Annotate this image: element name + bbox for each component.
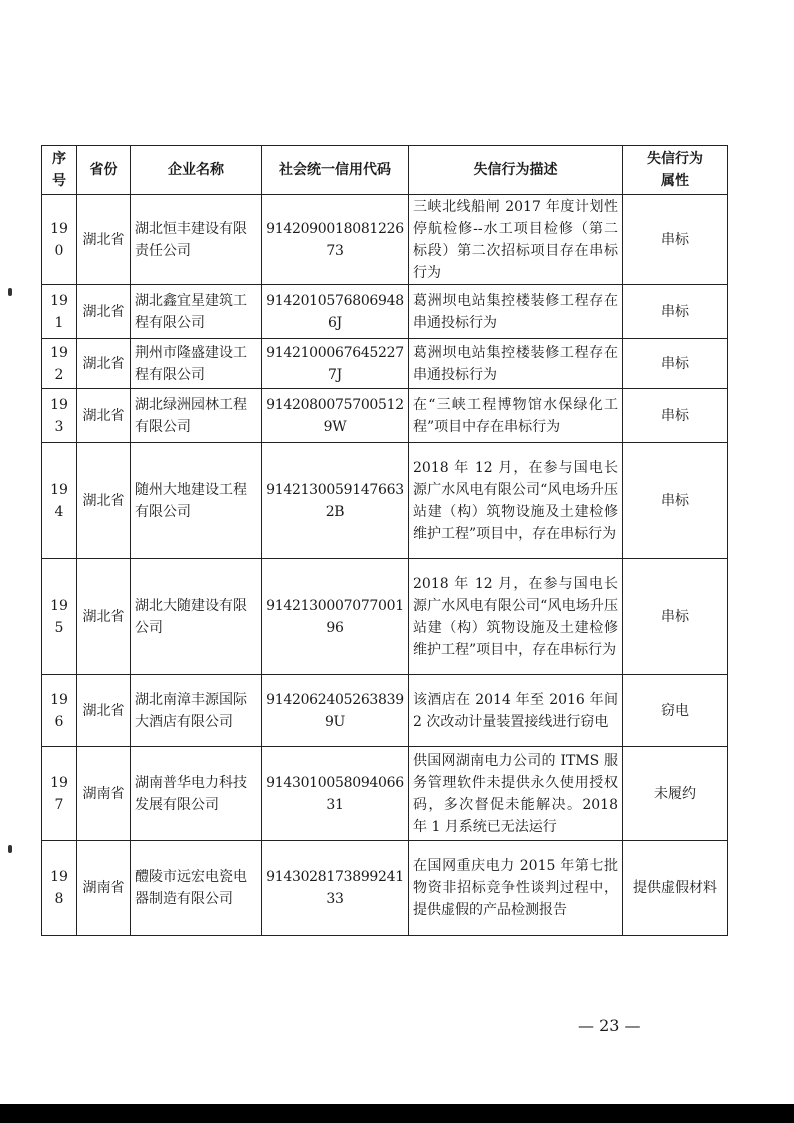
row-attribute: 窃电 bbox=[623, 675, 728, 747]
row-index: 191 bbox=[42, 285, 77, 339]
header-credit-code: 社会统一信用代码 bbox=[262, 146, 409, 195]
row-attribute: 串标 bbox=[623, 443, 728, 559]
row-company: 湖北鑫宜星建筑工程有限公司 bbox=[131, 285, 262, 339]
row-index: 197 bbox=[42, 747, 77, 841]
row-company: 湖北南漳丰源国际大酒店有限公司 bbox=[131, 675, 262, 747]
row-credit-code: 914213000707700196 bbox=[262, 559, 409, 675]
row-company: 湖南普华电力科技发展有限公司 bbox=[131, 747, 262, 841]
row-company: 湖北绿洲园林工程有限公司 bbox=[131, 389, 262, 443]
header-province: 省份 bbox=[77, 146, 131, 195]
row-index: 195 bbox=[42, 559, 77, 675]
row-index: 193 bbox=[42, 389, 77, 443]
row-index: 198 bbox=[42, 841, 77, 936]
table-header-row bbox=[42, 146, 728, 195]
row-credit-code: 914209001808122673 bbox=[262, 195, 409, 285]
row-attribute: 串标 bbox=[623, 339, 728, 389]
row-credit-code: 91420800757005129W bbox=[262, 389, 409, 443]
row-description: 在“三峡工程博物馆水保绿化工程”项目中存在串标行为 bbox=[409, 389, 623, 443]
page-number: — 23 — bbox=[578, 1016, 641, 1035]
credit-table bbox=[41, 145, 728, 936]
header-company: 企业名称 bbox=[131, 146, 262, 195]
row-company: 湖北恒丰建设有限责任公司 bbox=[131, 195, 262, 285]
header-index: 序 号 bbox=[42, 146, 77, 195]
row-description: 三峡北线船闸 2017 年度计划性停航检修--水工项目检修（第二标段）第二次招标项目存在串标行为 bbox=[409, 195, 623, 285]
row-description: 2018 年 12 月，在参与国电长源广水风电有限公司“风电场升压站建（构）筑物设施及土建检修维护工程”项目中，存在串标行为 bbox=[409, 443, 623, 559]
row-attribute: 串标 bbox=[623, 389, 728, 443]
row-province: 湖北省 bbox=[77, 285, 131, 339]
row-credit-code: 914302817389924133 bbox=[262, 841, 409, 936]
row-index: 194 bbox=[42, 443, 77, 559]
row-attribute: 串标 bbox=[623, 559, 728, 675]
row-index: 192 bbox=[42, 339, 77, 389]
table-row bbox=[42, 675, 728, 747]
binding-mark bbox=[8, 288, 12, 296]
binding-mark bbox=[8, 845, 12, 853]
row-description: 供国网湖南电力公司的 ITMS 服务管理软件未提供永久使用授权码，多次督促未能解决。2018 年 1 月系统已无法运行 bbox=[409, 747, 623, 841]
table-row bbox=[42, 841, 728, 936]
row-description: 在国网重庆电力 2015 年第七批物资非招标竞争性谈判过程中，提供虚假的产品检测报告 bbox=[409, 841, 623, 936]
row-attribute: 提供虚假材料 bbox=[623, 841, 728, 936]
row-attribute: 串标 bbox=[623, 285, 728, 339]
row-province: 湖北省 bbox=[77, 339, 131, 389]
row-company: 湖北大随建设有限公司 bbox=[131, 559, 262, 675]
row-index: 190 bbox=[42, 195, 77, 285]
header-attribute: 失信行为 属性 bbox=[623, 146, 728, 195]
row-credit-code: 914301005809406631 bbox=[262, 747, 409, 841]
row-description: 葛洲坝电站集控楼装修工程存在串通投标行为 bbox=[409, 339, 623, 389]
table-row bbox=[42, 559, 728, 675]
table-row bbox=[42, 443, 728, 559]
row-province: 湖北省 bbox=[77, 559, 131, 675]
row-province: 湖北省 bbox=[77, 389, 131, 443]
row-credit-code: 91420624052638399U bbox=[262, 675, 409, 747]
row-province: 湖北省 bbox=[77, 443, 131, 559]
row-credit-code: 91421300591476632B bbox=[262, 443, 409, 559]
row-province: 湖南省 bbox=[77, 841, 131, 936]
table-row bbox=[42, 285, 728, 339]
row-company: 随州大地建设工程有限公司 bbox=[131, 443, 262, 559]
header-description: 失信行为描述 bbox=[409, 146, 623, 195]
row-index: 196 bbox=[42, 675, 77, 747]
row-description: 2018 年 12 月，在参与国电长源广水风电有限公司“风电场升压站建（构）筑物设施及土建检修维护工程”项目中，存在串标行为 bbox=[409, 559, 623, 675]
row-description: 该酒店在 2014 年至 2016 年间 2 次改动计量装置接线进行窃电 bbox=[409, 675, 623, 747]
row-company: 醴陵市远宏电瓷电器制造有限公司 bbox=[131, 841, 262, 936]
row-attribute: 串标 bbox=[623, 195, 728, 285]
row-description: 葛洲坝电站集控楼装修工程存在串通投标行为 bbox=[409, 285, 623, 339]
row-credit-code: 91420105768069486J bbox=[262, 285, 409, 339]
table-row bbox=[42, 389, 728, 443]
table-row bbox=[42, 339, 728, 389]
row-province: 湖北省 bbox=[77, 675, 131, 747]
scan-edge-bar bbox=[0, 1104, 794, 1123]
row-attribute: 未履约 bbox=[623, 747, 728, 841]
table-row bbox=[42, 747, 728, 841]
row-credit-code: 91421000676452277J bbox=[262, 339, 409, 389]
row-province: 湖南省 bbox=[77, 747, 131, 841]
row-province: 湖北省 bbox=[77, 195, 131, 285]
table-row bbox=[42, 195, 728, 285]
row-company: 荆州市隆盛建设工程有限公司 bbox=[131, 339, 262, 389]
